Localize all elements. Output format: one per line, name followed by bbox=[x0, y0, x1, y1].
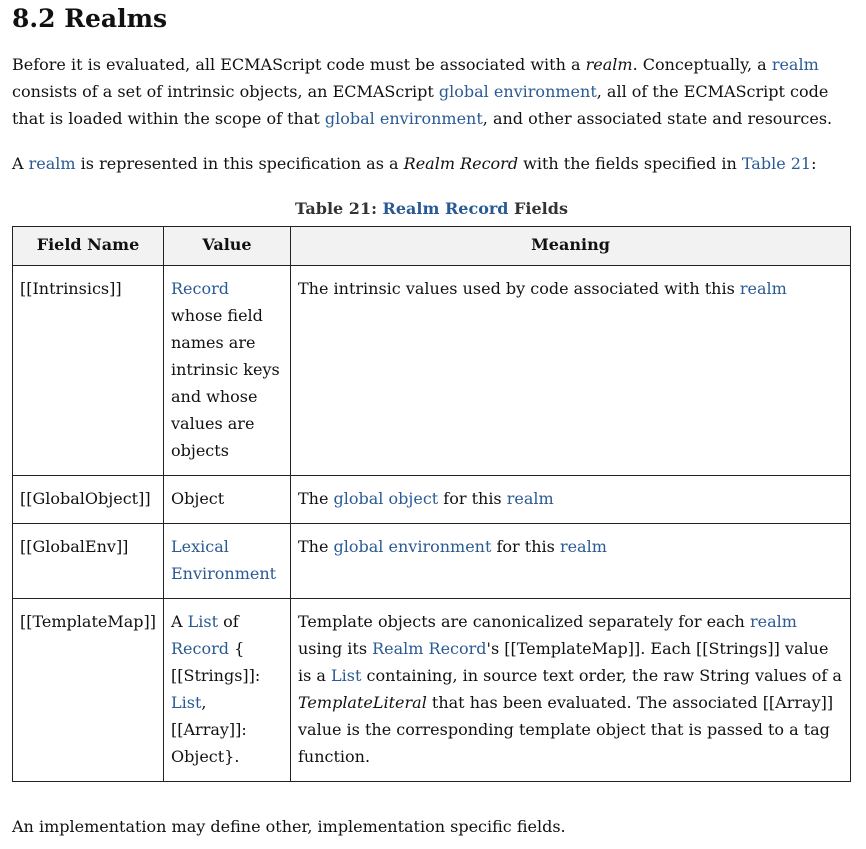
realm-link[interactable]: realm bbox=[771, 55, 819, 74]
table-row bbox=[13, 266, 851, 476]
meaning-cell: The global environment for this realm bbox=[291, 524, 851, 599]
realm-record-term: Realm Record bbox=[403, 154, 519, 173]
field-name-cell: [[GlobalEnv]] bbox=[13, 524, 164, 599]
template-literal-term: TemplateLiteral bbox=[298, 693, 427, 712]
lexical-environment-link[interactable]: Lexical Environment bbox=[171, 537, 277, 583]
header-field-name: Field Name bbox=[13, 227, 164, 266]
realm-link[interactable]: realm bbox=[506, 489, 554, 508]
intro-paragraph: Before it is evaluated, all ECMAScript code must be associated with a realm. Conceptually, a realm consists of a set of intrinsic objects, an ECMAScript global environment, all of the ECMAScript code that is loaded within the scope of that global environment, and other associated state and resources. bbox=[12, 55, 833, 128]
closing-paragraph: An implementation may define other, implementation specific fields. bbox=[12, 817, 566, 836]
record-link[interactable]: Record bbox=[171, 639, 229, 658]
realm-link[interactable]: realm bbox=[28, 154, 76, 173]
header-meaning: Meaning bbox=[291, 227, 851, 266]
meaning-cell: The global object for this realm bbox=[291, 476, 851, 524]
record-link[interactable]: Record bbox=[171, 279, 229, 298]
table-header-row bbox=[13, 227, 851, 266]
realm-link[interactable]: realm bbox=[559, 537, 607, 556]
table-row bbox=[13, 524, 851, 599]
value-cell bbox=[164, 524, 291, 599]
section-heading: 8.2 Realms bbox=[12, 4, 168, 33]
list-link[interactable]: List bbox=[171, 693, 202, 712]
meaning-cell: Template objects are canonicalized separately for each realm using its Realm Record's [[TemplateMap]]. Each [[Strings]] value is a List containing, in source text order, the raw String values of a TemplateLiteral that has been evaluated. The associated [[Array]] value is the corresponding template object that is passed to a tag function. bbox=[291, 599, 851, 782]
realm-record-link[interactable]: Realm Record bbox=[382, 199, 509, 218]
realm-link[interactable]: realm bbox=[739, 279, 787, 298]
realm-link[interactable]: realm bbox=[749, 612, 797, 631]
realm-record-paragraph: A realm is represented in this specification as a Realm Record with the fields specified in Table 21: bbox=[12, 154, 817, 173]
list-link[interactable]: List bbox=[331, 666, 362, 685]
field-name-cell: [[TemplateMap]] bbox=[13, 599, 164, 782]
list-link[interactable]: List bbox=[187, 612, 219, 631]
table-row bbox=[13, 476, 851, 524]
global-environment-link[interactable]: global environment bbox=[324, 109, 483, 128]
field-name-cell: [[Intrinsics]] bbox=[13, 266, 164, 476]
realm-record-link[interactable]: Realm Record bbox=[372, 639, 487, 658]
table-21-link[interactable]: Table 21 bbox=[741, 154, 812, 173]
realm-term: realm bbox=[585, 55, 633, 74]
table-row bbox=[13, 599, 851, 782]
field-name-cell: [[GlobalObject]] bbox=[13, 476, 164, 524]
global-object-link[interactable]: global object bbox=[333, 489, 439, 508]
header-value: Value bbox=[164, 227, 291, 266]
value-cell: Object bbox=[164, 476, 291, 524]
realm-record-fields-table bbox=[12, 226, 851, 782]
meaning-cell: The intrinsic values used by code associated with this realm bbox=[291, 266, 851, 476]
global-environment-link[interactable]: global environment bbox=[438, 82, 597, 101]
value-cell: A List of Record { [[Strings]]: List, [[Array]]: Object}. bbox=[164, 599, 291, 782]
value-cell: Record whose field names are intrinsic keys and whose values are objects bbox=[164, 266, 291, 476]
table-caption: Table 21: Realm Record Fields bbox=[295, 199, 568, 218]
global-environment-link[interactable]: global environment bbox=[333, 537, 492, 556]
